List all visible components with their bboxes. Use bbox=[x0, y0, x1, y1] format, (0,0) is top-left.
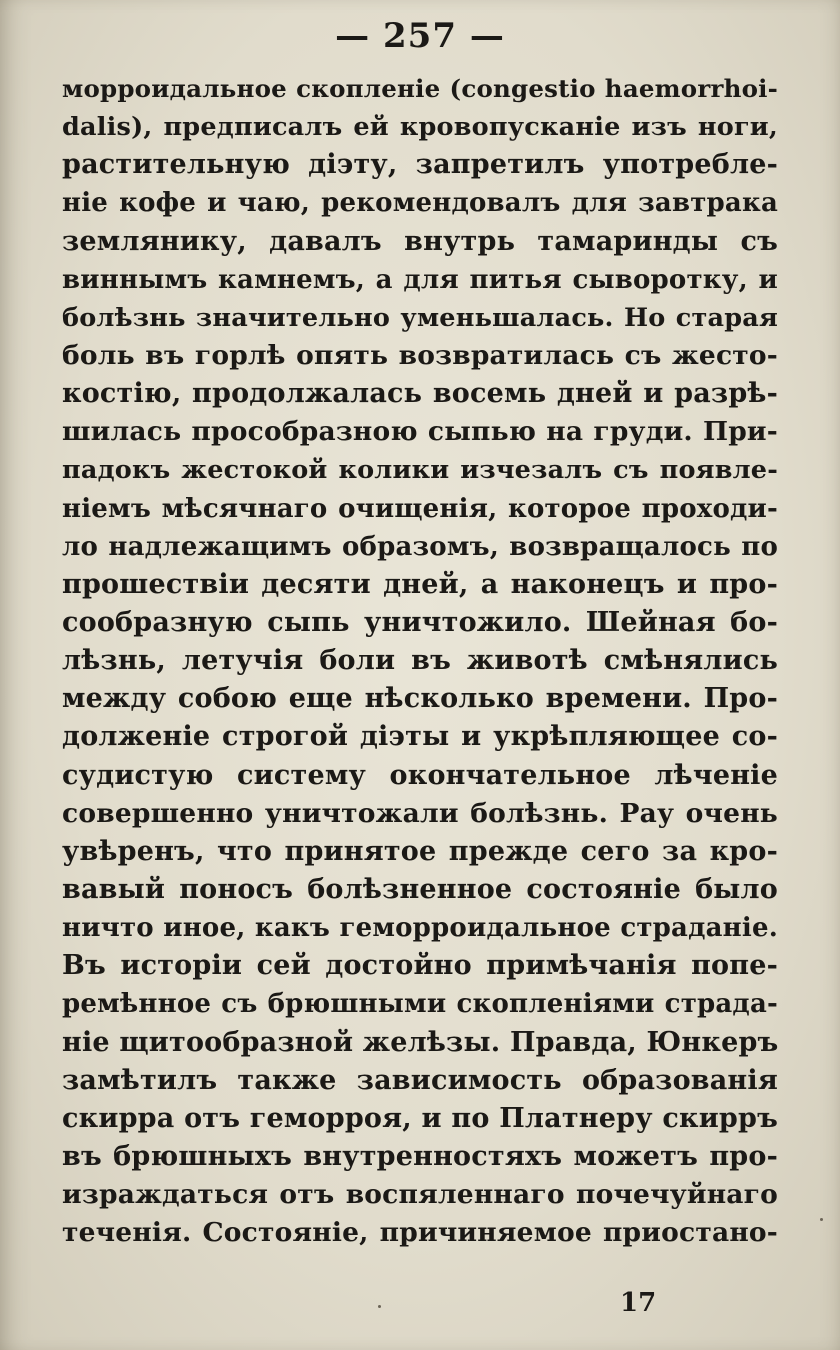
text-line: ніе щитообразной желѣзы. Правда, Юнкеръ bbox=[62, 1026, 779, 1058]
paper-speck bbox=[378, 1305, 381, 1308]
text-line: боль въ горлѣ опять возвратилась съ жесто- bbox=[62, 339, 778, 371]
signature-mark: 17 bbox=[620, 1288, 657, 1318]
text-line: израждаться отъ воспяленнаго почечуйнаго bbox=[62, 1179, 778, 1211]
text-line: ничто иное, какъ геморроидальное страданіе. bbox=[62, 913, 778, 944]
text-line: замѣтилъ также зависимость образованія bbox=[62, 1064, 778, 1096]
text-line: падокъ жестокой колики изчезалъ съ появле- bbox=[62, 455, 778, 486]
text-line: въ брюшныхъ внутренностяхъ можетъ про- bbox=[62, 1140, 778, 1172]
text-line: ніе кофе и чаю, рекомендовалъ для завтрака bbox=[62, 188, 778, 219]
text-line: dalis), предписалъ ей кровопусканіе изъ ноги, bbox=[62, 112, 778, 143]
text-line: прошествіи десяти дней, а наконецъ и про- bbox=[62, 568, 778, 600]
page-number-header: — 257 — bbox=[335, 16, 505, 56]
text-line: ло надлежащимъ образомъ, возвращалось по bbox=[62, 531, 778, 562]
text-line: совершенно уничтожали болѣзнь. Рау очень bbox=[62, 797, 778, 829]
text-line: лѣзнь, летучія боли въ животѣ смѣнялись bbox=[62, 645, 778, 677]
text-line: увѣренъ, что принятое прежде сего за кро- bbox=[62, 835, 778, 867]
text-line: судистую систему окончательное лѣченіе bbox=[62, 759, 778, 791]
text-line: скирра отъ геморроя, и по Платнеру скирръ bbox=[62, 1102, 778, 1134]
text-line: ніемъ мѣсячнаго очищенія, которое проходи- bbox=[62, 493, 778, 524]
text-line: теченія. Состояніе, причиняемое приостано- bbox=[62, 1217, 778, 1249]
body-text bbox=[62, 70, 778, 1252]
text-line: болѣзнь значительно уменьшалась. Но старая bbox=[62, 302, 778, 333]
text-line: сообразную сыпь уничтожило. Шейная бо- bbox=[62, 606, 778, 638]
paper-speck bbox=[820, 1218, 823, 1221]
text-line: ремѣнное съ брюшными скопленіями страда- bbox=[62, 989, 778, 1020]
text-line: шилась прособразною сыпью на груди. При- bbox=[62, 416, 778, 448]
text-line: вавый поносъ болѣзненное состояніе было bbox=[62, 873, 778, 905]
text-line: долженіе строгой діэты и укрѣпляющее со- bbox=[62, 721, 778, 753]
text-line: виннымъ камнемъ, а для питья сыворотку, и bbox=[62, 264, 778, 295]
text-line: морроидальное скопленіе (congestio haemorrhoi- bbox=[62, 74, 778, 103]
text-line: землянику, давалъ внутрь тамаринды съ bbox=[62, 225, 778, 257]
text-line: между собою еще нѣсколько времени. Про- bbox=[62, 683, 778, 715]
text-line: костію, продолжалась восемь дней и разрѣ- bbox=[62, 378, 778, 410]
text-line: Въ исторіи сей достойно примѣчанія попе- bbox=[62, 950, 778, 982]
text-line: растительную діэту, запретилъ употребле- bbox=[62, 149, 778, 181]
